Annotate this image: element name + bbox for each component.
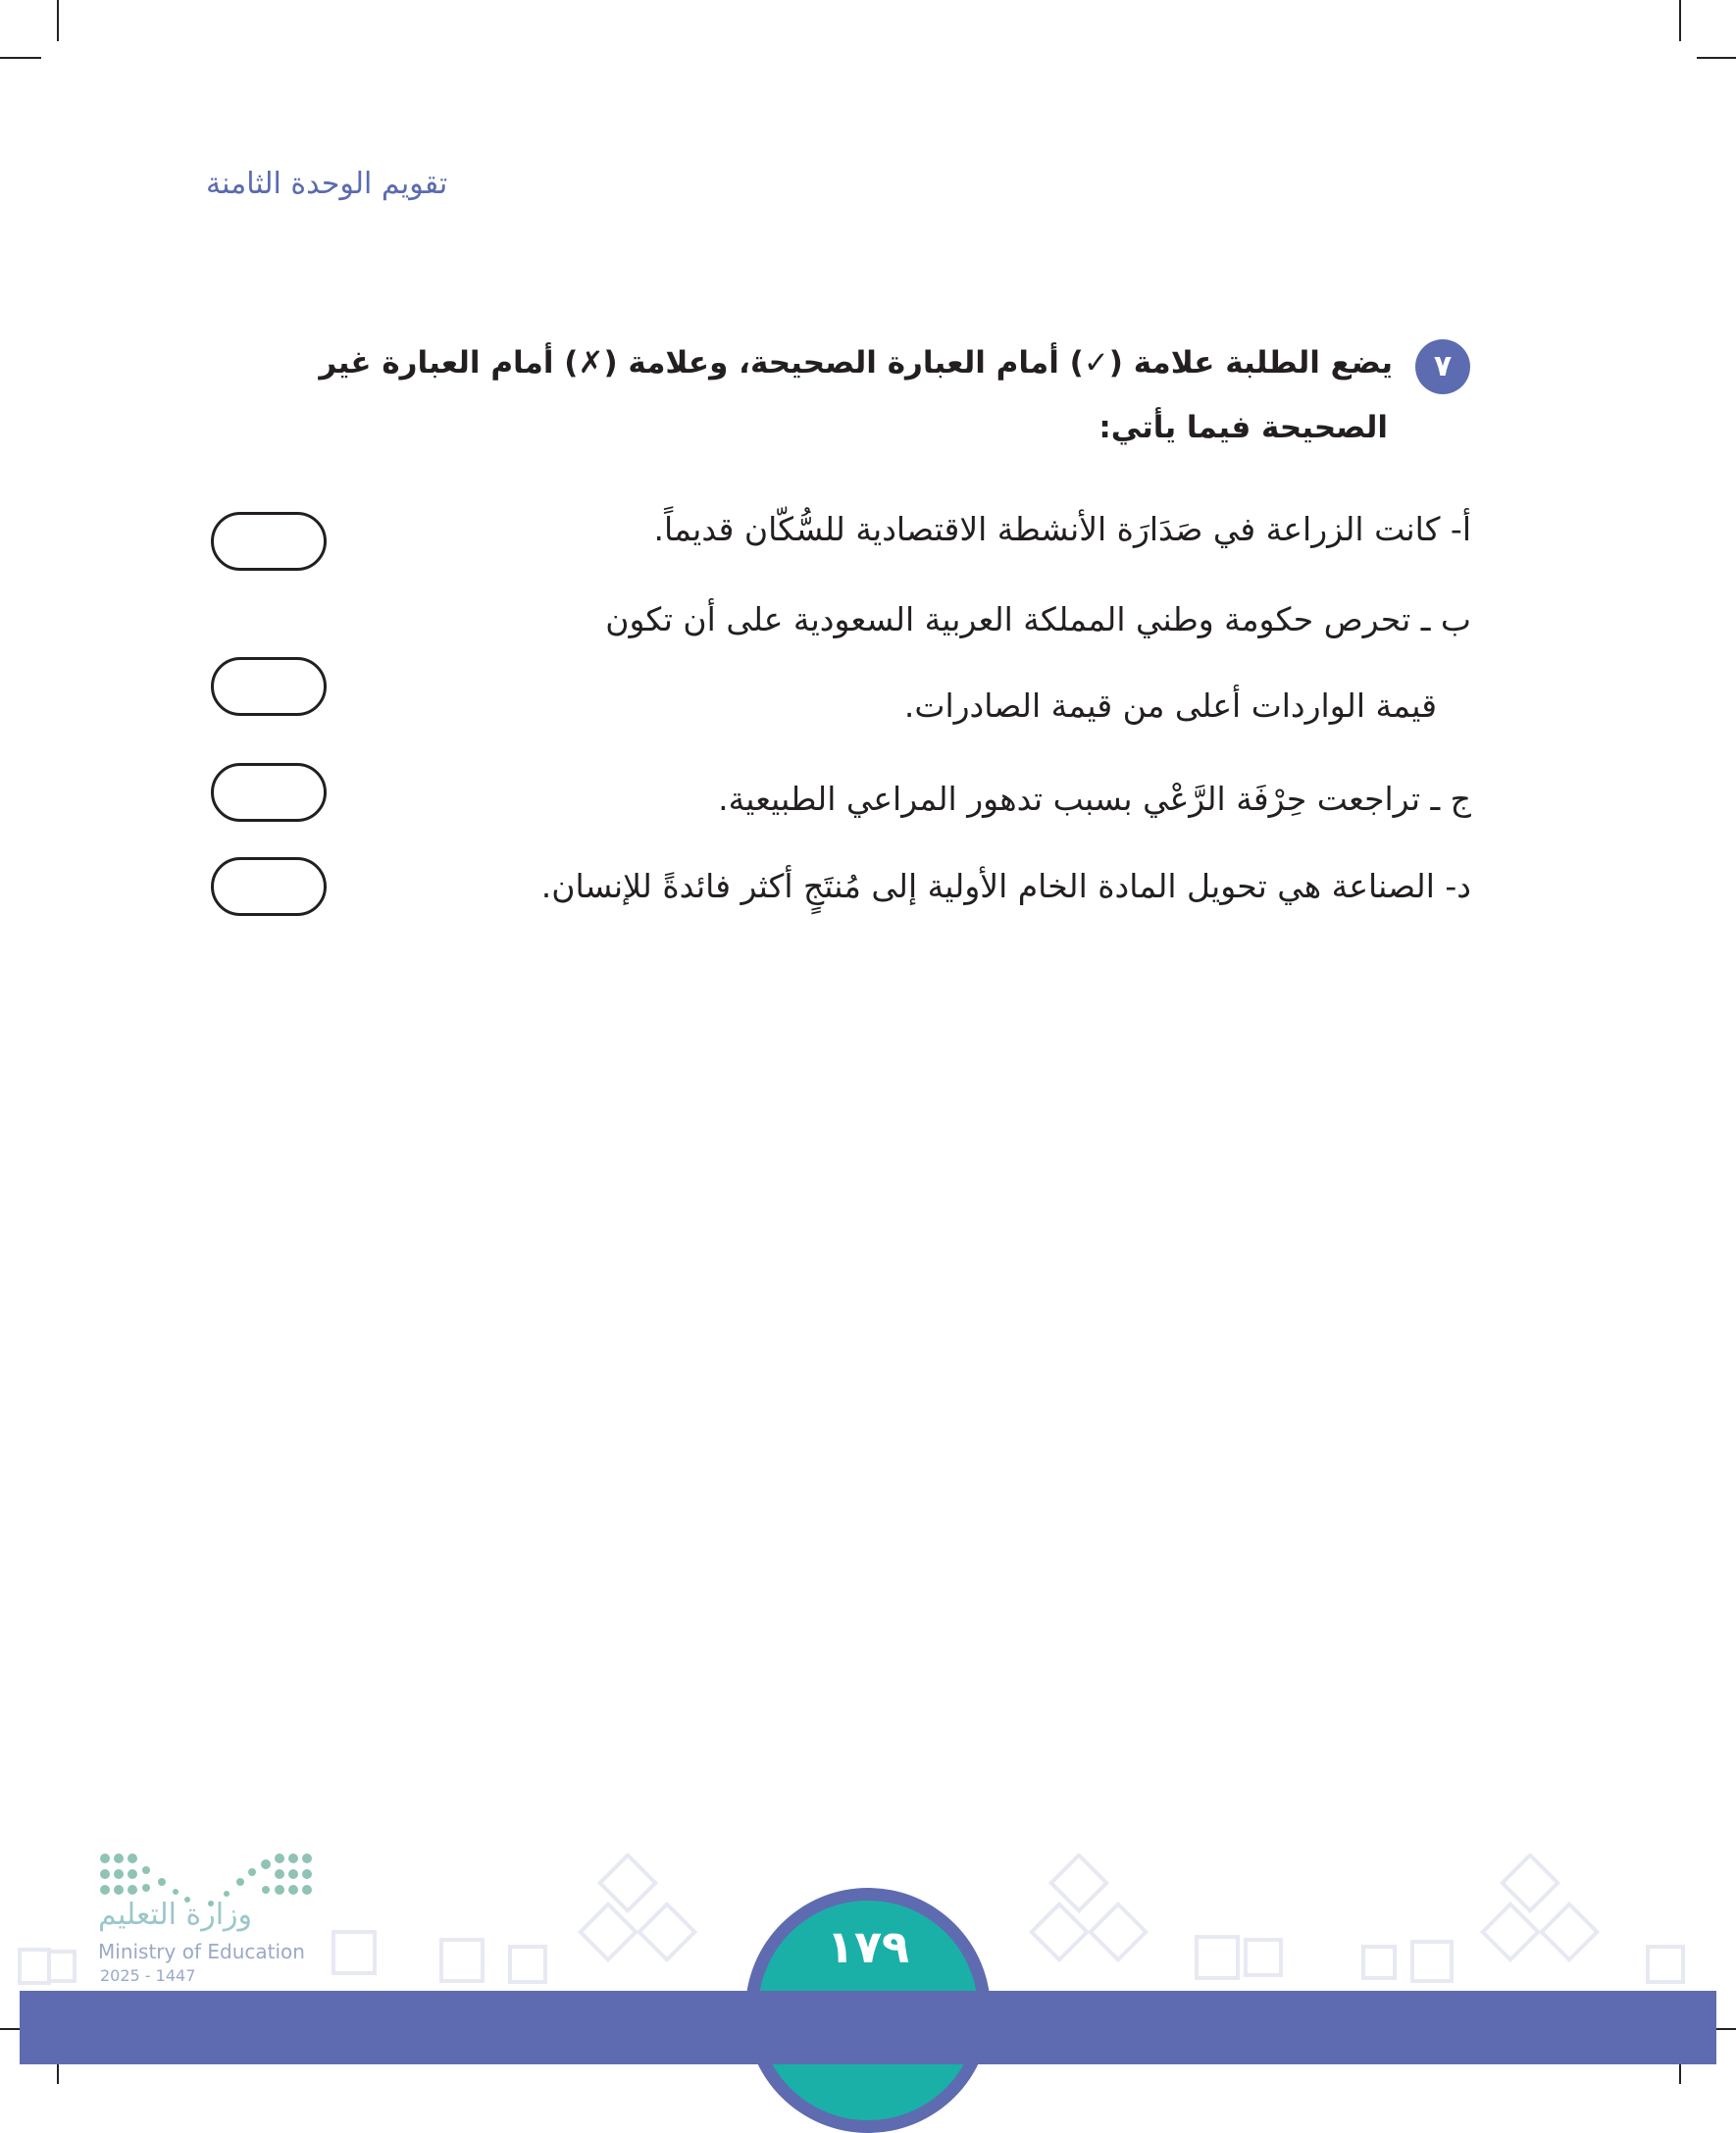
statement-c: ج ـ تراجعت حِرْفَة الرَّعْي بسبب تدهور المراعي الطبيعية.	[718, 780, 1471, 818]
ministry-name-arabic: وزارة التعليم	[98, 1898, 253, 1932]
answer-box-c[interactable]	[211, 763, 327, 822]
question-instruction-line2: الصحيحة فيما يأتي:	[1098, 410, 1388, 445]
answer-box-a[interactable]	[211, 512, 327, 571]
statement-d: د- الصناعة هي تحويل المادة الخام الأولية إلى مُنتَجٍ أكثر فائدةً للإنسان.	[540, 867, 1471, 905]
page-number: ١٧٩	[826, 1920, 910, 1973]
question-instruction-line1: يضع الطلبة علامة (✓) أمام العبارة الصحيحة، وعلامة (✗) أمام العبارة غير	[319, 345, 1393, 381]
answer-box-d[interactable]	[211, 857, 327, 916]
crop-mark	[1679, 0, 1681, 41]
question-number-badge: ٧	[1415, 339, 1470, 394]
crop-mark	[57, 0, 59, 41]
answer-box-b[interactable]	[211, 657, 327, 716]
ministry-year: 2025 - 1447	[100, 1966, 196, 1985]
ministry-name-english: Ministry of Education	[98, 1940, 305, 1963]
section-title: تقويم الوحدة الثامنة	[206, 167, 448, 201]
footer-bar	[20, 1991, 1716, 2064]
statement-a: أ- كانت الزراعة في صَدَارَة الأنشطة الاقتصادية للسُّكّان قديماً.	[653, 510, 1471, 548]
statement-b-line2: قيمة الواردات أعلى من قيمة الصادرات.	[903, 686, 1437, 725]
crop-mark	[1697, 57, 1736, 59]
statement-b-line1: ب ـ تحرص حكومة وطني المملكة العربية السعودية على أن تكون	[605, 600, 1471, 638]
crop-mark	[0, 57, 41, 59]
